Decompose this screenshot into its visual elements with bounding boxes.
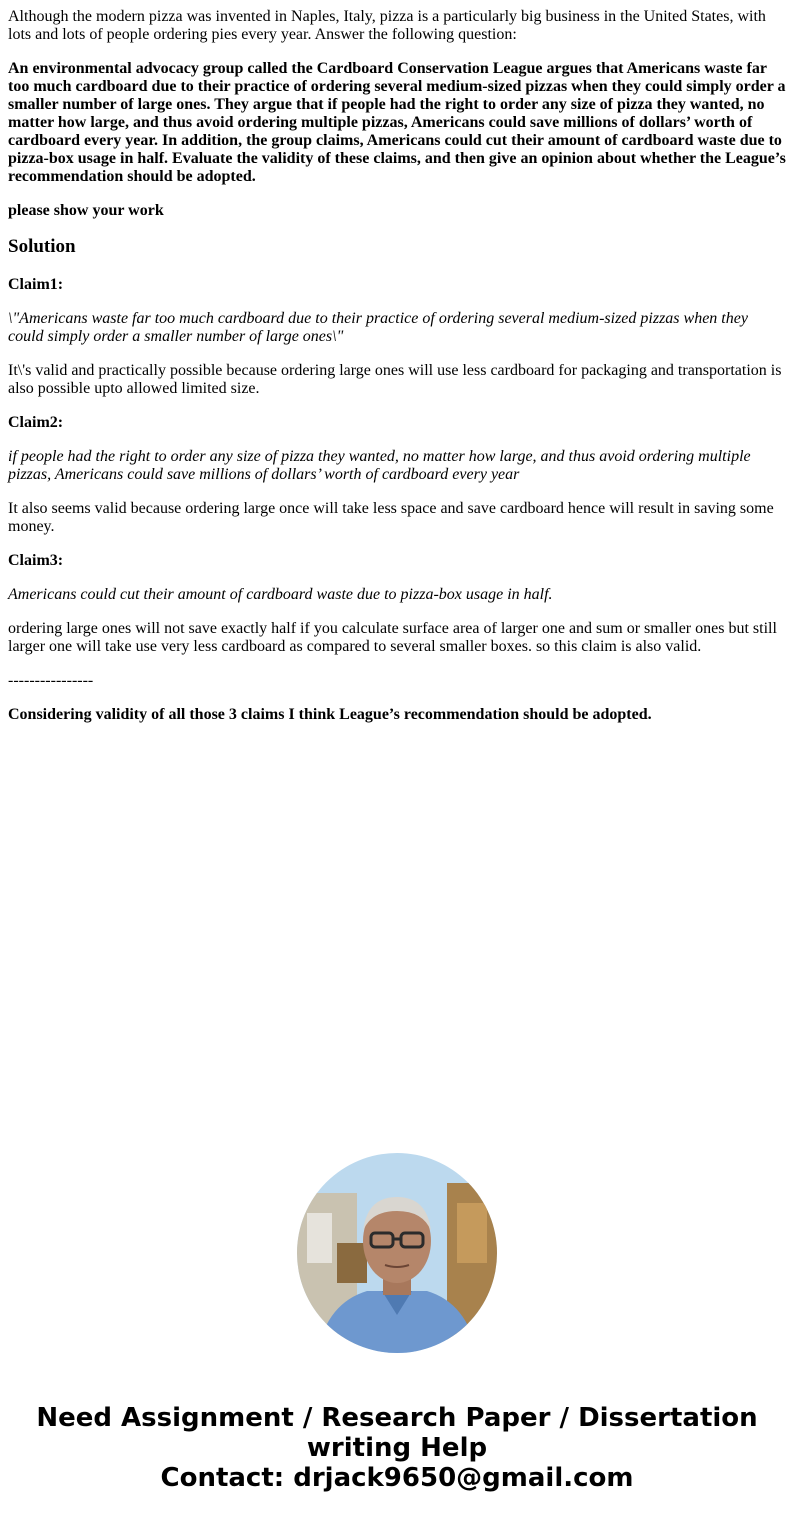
question-intro: Although the modern pizza was invented in Naples, Italy, pizza is a particularly big business in the United States, with lots and lots of people ordering pies every year. Answer the following question: bbox=[8, 8, 766, 43]
author-avatar bbox=[297, 1153, 497, 1353]
avatar-portrait-image bbox=[297, 1153, 497, 1353]
claim2-answer: It also seems valid because ordering large once will take less space and save cardboard hence will result in saving some money. bbox=[8, 500, 774, 535]
question-instruction: please show your work bbox=[8, 202, 164, 219]
conclusion: Considering validity of all those 3 claims I think League’s recommendation should be adopted. bbox=[8, 706, 652, 723]
promo-banner bbox=[0, 1403, 794, 1493]
claim1-answer: It\'s valid and practically possible because ordering large ones will use less cardboard for packaging and transportation is also possible upto allowed limited size. bbox=[8, 362, 782, 397]
promo-contact: Contact: drjack9650@gmail.com bbox=[160, 1463, 634, 1493]
claim3-label: Claim3: bbox=[8, 552, 64, 569]
claim3-quote: Americans could cut their amount of cardboard waste due to pizza-box usage in half. bbox=[8, 586, 553, 603]
claim1-label: Claim1: bbox=[8, 276, 64, 293]
promo-headline: Need Assignment / Research Paper / Dissertation writing Help bbox=[36, 1403, 758, 1463]
claim2-quote: if people had the right to order any size of pizza they wanted, no matter how large, and thus avoid ordering multiple pizzas, Americans could save millions of dollars’ worth of cardboard every year bbox=[8, 448, 751, 483]
question-prompt: An environmental advocacy group called the Cardboard Conservation League argues that Americans waste far too much cardboard due to their practice of ordering several medium-sized pizzas when they could simply order a smaller number of large ones. They argue that if people had the right to order any size of pizza they wanted, no matter how large, and thus avoid ordering multiple pizzas, Americans could save millions of dollars’ worth of cardboard every year. In addition, the group claims, Americans could cut their amount of cardboard waste due to pizza-box usage in half. Evaluate the validity of these claims, and then give an opinion about whether the League’s recommendation should be adopted. bbox=[8, 60, 786, 185]
claim3-answer: ordering large ones will not save exactly half if you calculate surface area of larger one and sum or smaller ones but still larger one will take use very less cardboard as compared to several smaller boxes. so this claim is also valid. bbox=[8, 620, 777, 655]
separator: ---------------- bbox=[8, 672, 94, 689]
solution-heading: Solution bbox=[8, 236, 76, 257]
document-body bbox=[8, 8, 786, 740]
claim1-quote: \"Americans waste far too much cardboard due to their practice of ordering several medium-sized pizzas when they could simply order a smaller number of large ones\" bbox=[8, 310, 748, 345]
claim2-label: Claim2: bbox=[8, 414, 64, 431]
